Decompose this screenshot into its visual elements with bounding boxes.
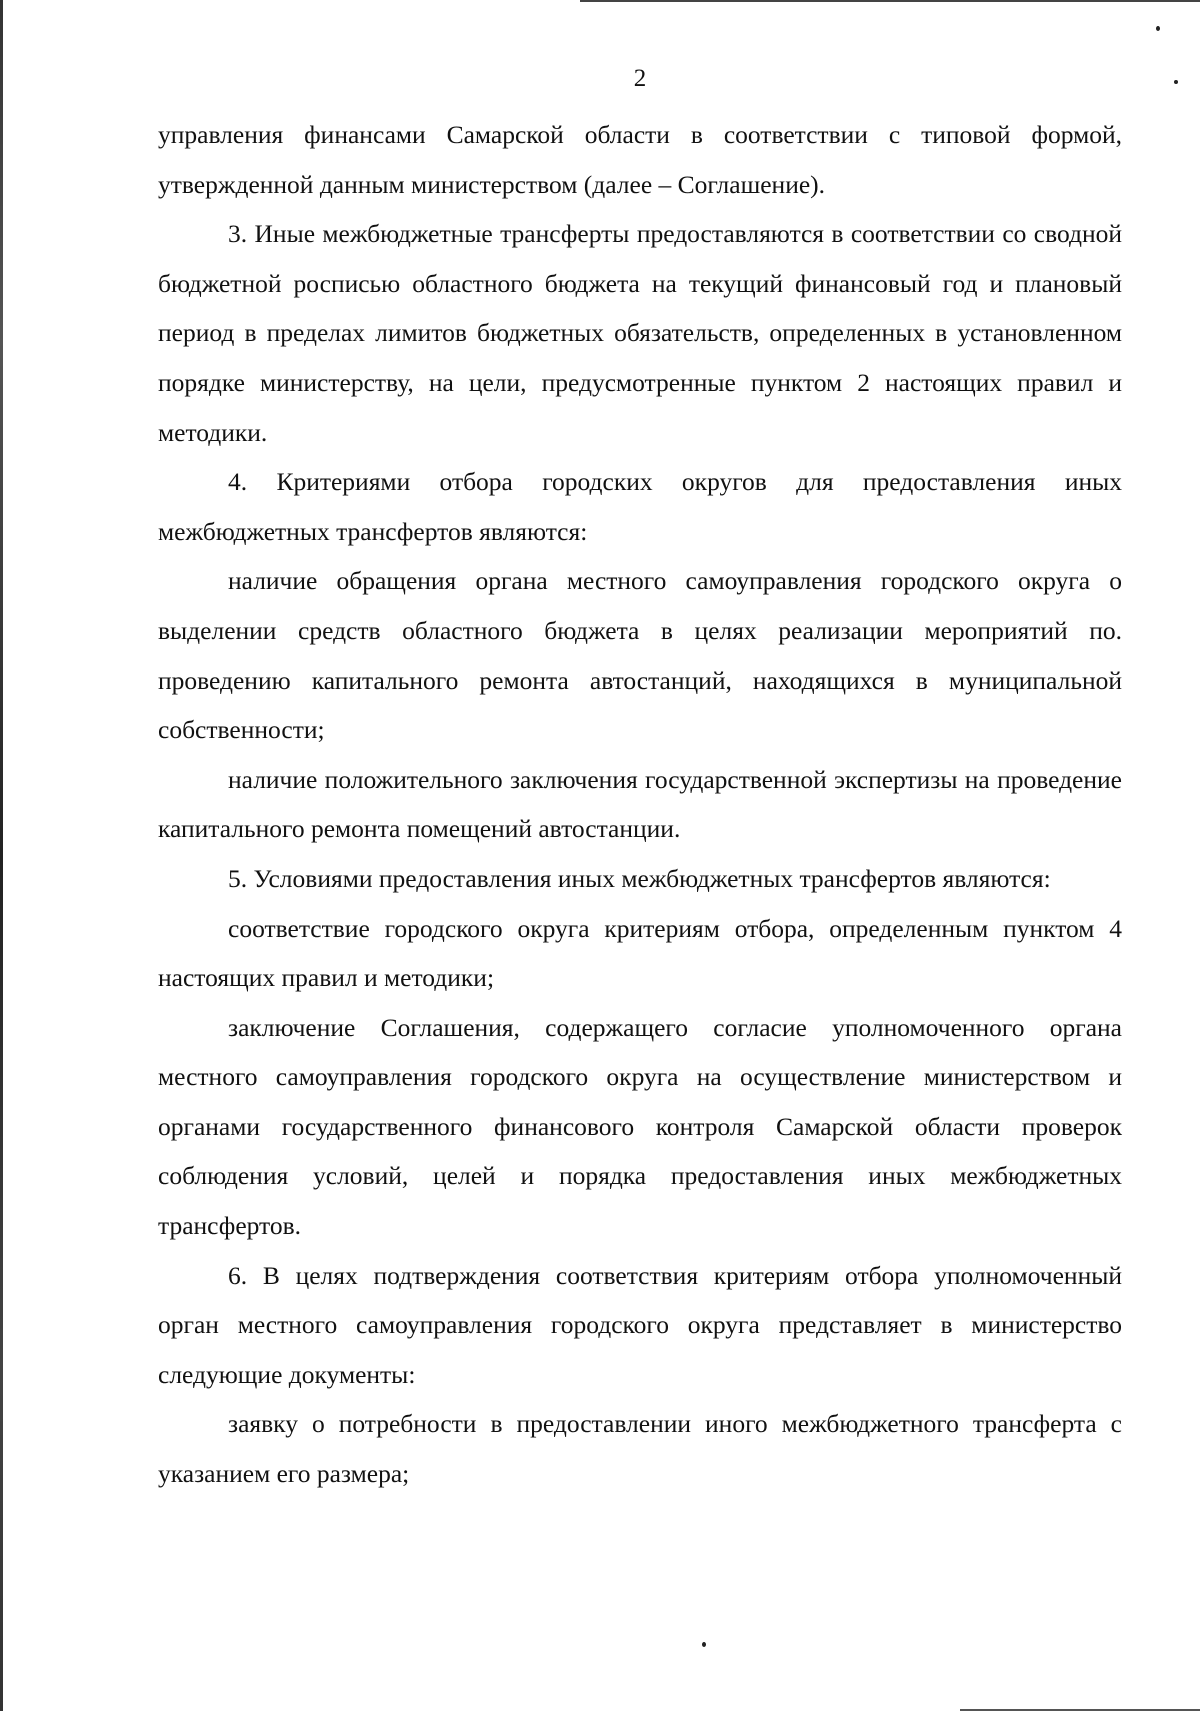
paragraph: заключение Соглашения, содержащего согласие уполномоченного органа местного самоуправления городского округа на осуществление министерством и органами государственного финансового контроля Самарской области проверок соблюдения условий, целей и порядка предоставления иных межбюджетных трансфертов. <box>158 1012 1122 1241</box>
paragraph: соответствие городского округа критериям отбора, определенным пунктом 4 настоящих правил и методики; <box>158 913 1122 993</box>
document-body <box>158 110 1122 1499</box>
scan-speck <box>702 1642 706 1647</box>
scan-speck <box>1156 26 1160 31</box>
scan-edge-top <box>580 0 1200 2</box>
paragraph: заявку о потребности в предоставлении иного межбюджетного трансферта с указанием его размера; <box>158 1409 1122 1489</box>
paragraph: наличие положительного заключения государственной экспертизы на проведение капитального ремонта помещений автостанции. <box>158 764 1122 844</box>
scan-edge-left <box>0 0 3 1711</box>
paragraph: 5. Условиями предоставления иных межбюджетных трансфертов являются: <box>228 863 1051 893</box>
paragraph: наличие обращения органа местного самоуправления городского округа о выделении средств областного бюджета в целях реализации мероприятий по. проведению капитального ремонта автостанций, находящихся в муниципальной собственности; <box>158 566 1122 745</box>
paragraph: управления финансами Самарской области в соответствии с типовой формой, утвержденной данным министерством (далее – Соглашение). <box>158 120 1122 199</box>
paragraph: 4. Критериями отбора городских округов для предоставления иных межбюджетных трансфертов являются: <box>158 467 1122 546</box>
paragraph: 6. В целях подтверждения соответствия критериям отбора уполномоченный орган местного самоуправления городского округа представляет в министерство следующие документы: <box>158 1260 1122 1389</box>
paragraph: 3. Иные межбюджетные трансферты предоставляются в соответствии со сводной бюджетной росписью областного бюджета на текущий финансовый год и плановый период в пределах лимитов бюджетных обязательств, определенных в установленном порядке министерству, на цели, предусмотренные пунктом 2 настоящих правил и методики. <box>158 219 1122 447</box>
page-number: 2 <box>633 65 647 92</box>
